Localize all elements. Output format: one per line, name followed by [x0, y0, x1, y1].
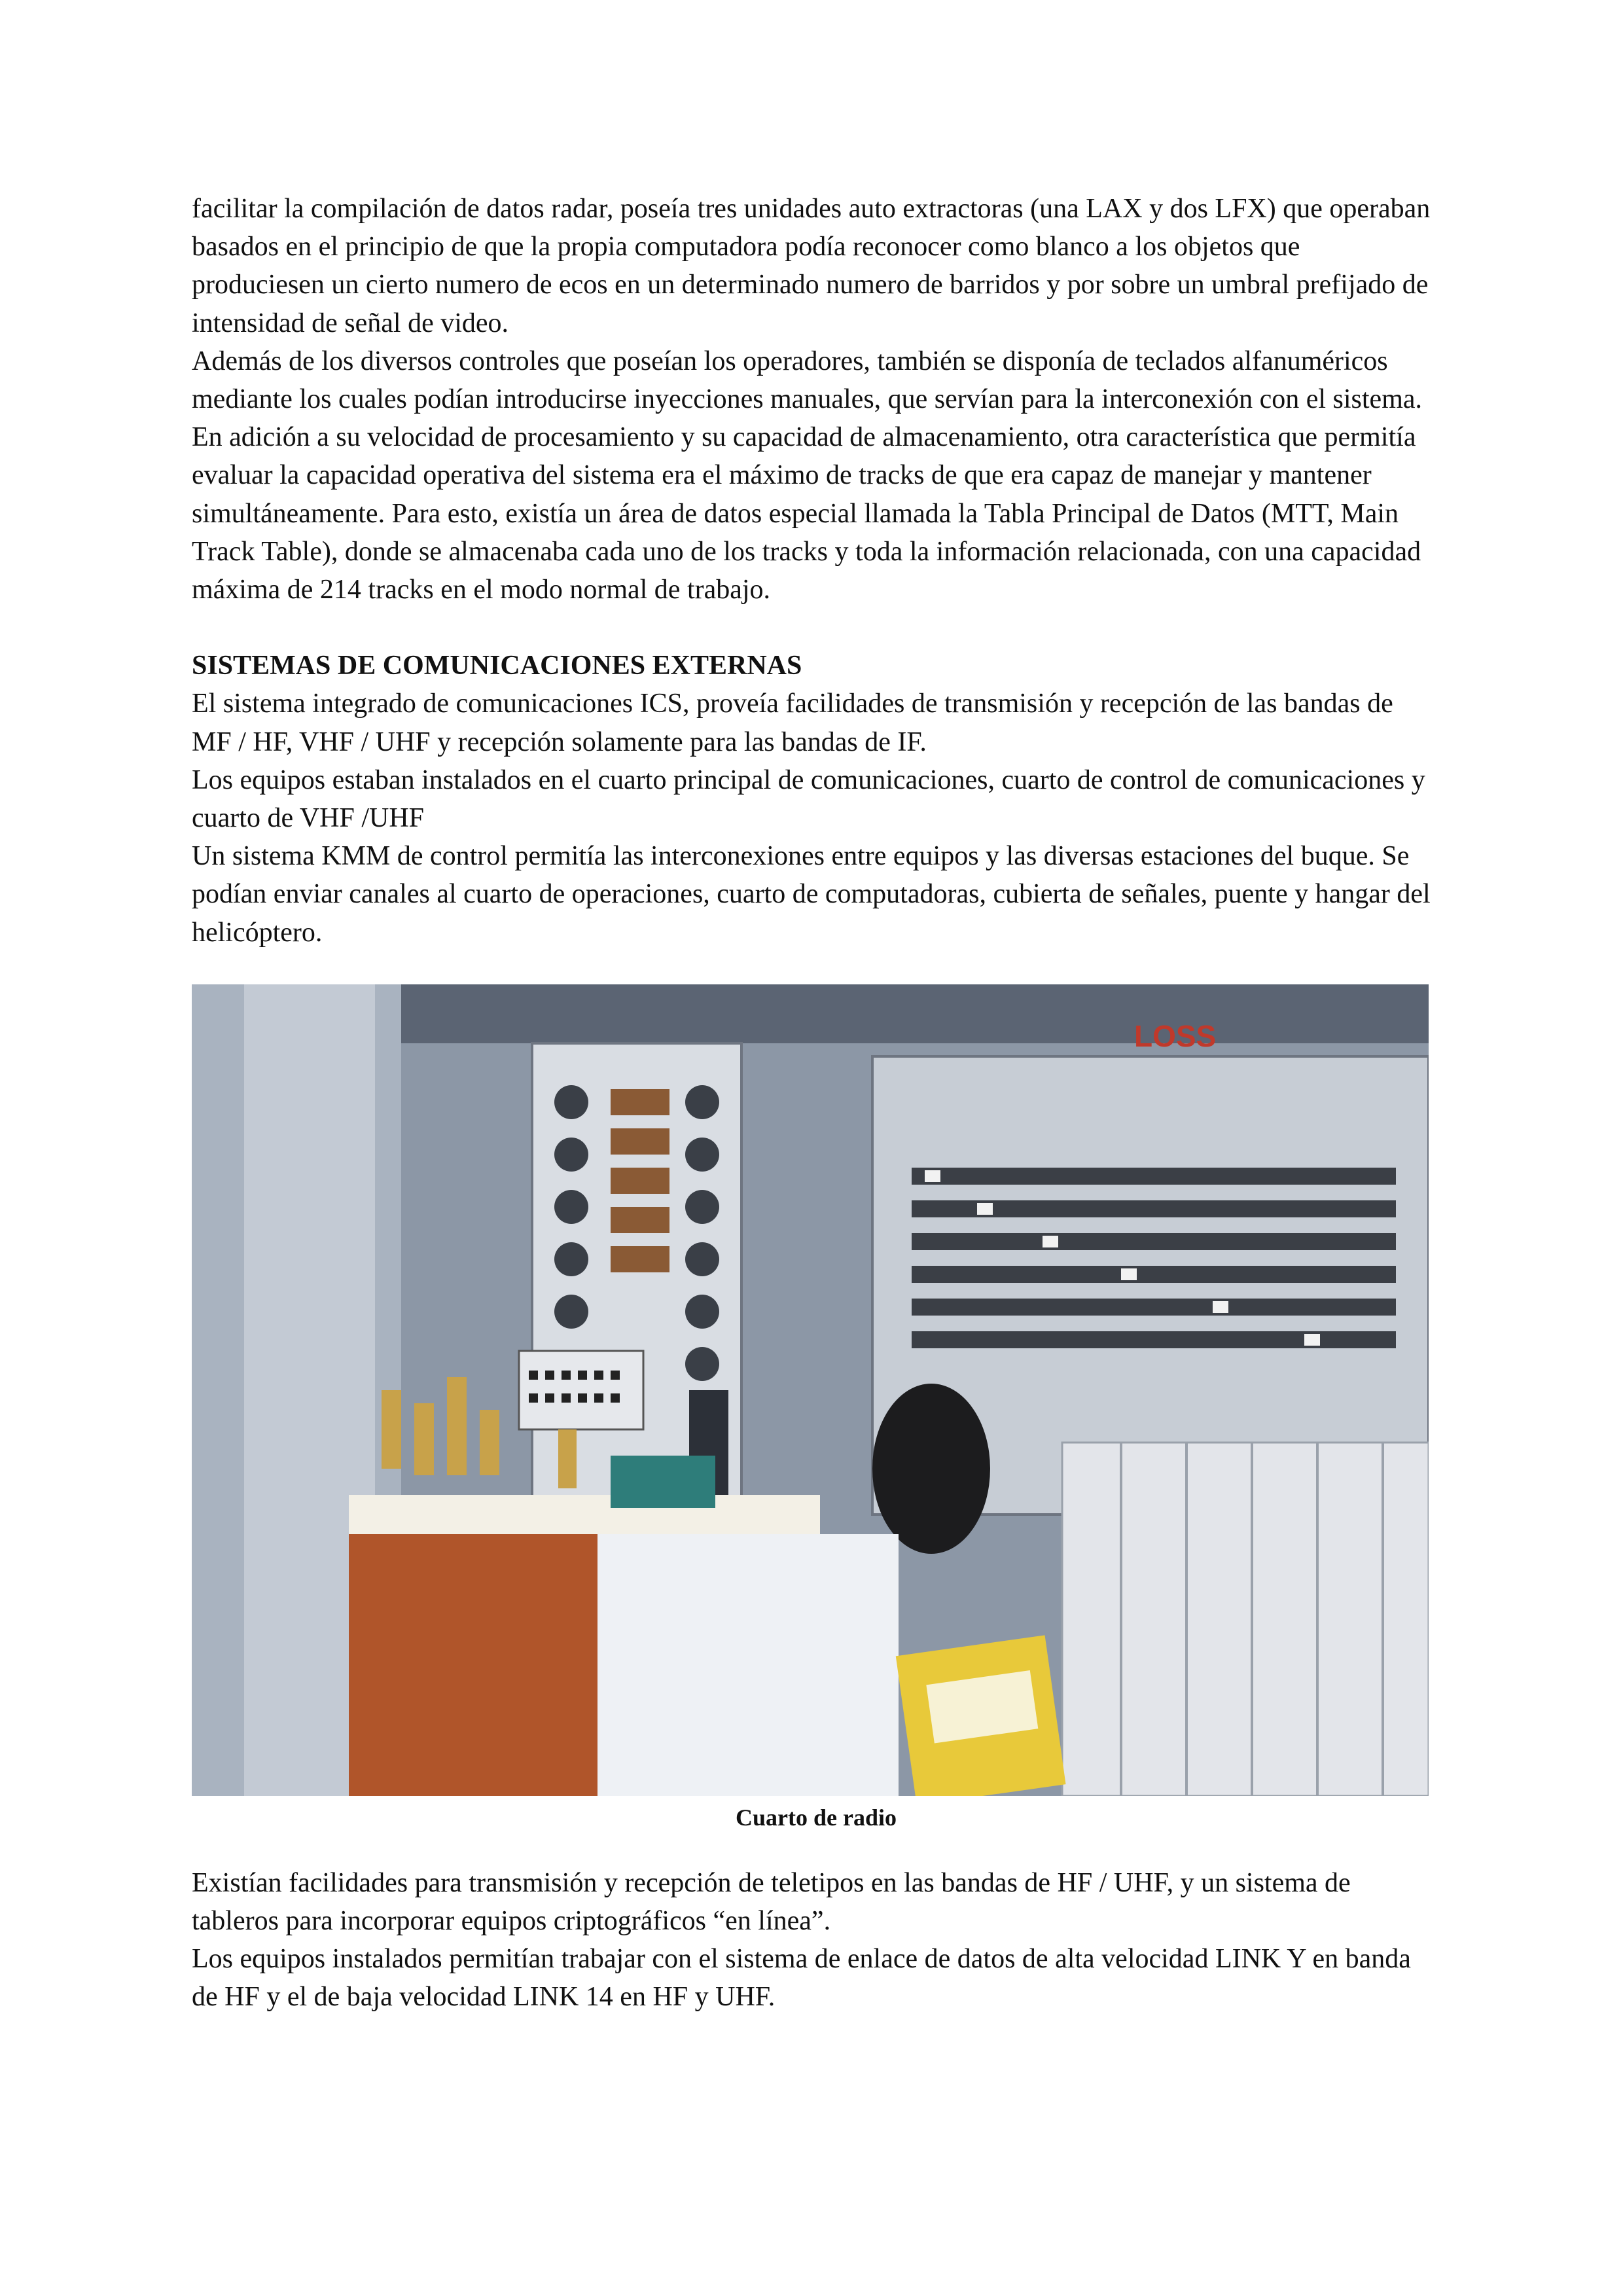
- telephone: [872, 1384, 990, 1554]
- paragraph-links: Los equipos instalados permitían trabajar con el sistema de enlace de datos de alta velocidad LINK Y en banda de HF y el de baja velocidad LINK 14 en HF y UHF.: [192, 1944, 1411, 2013]
- paragraph-equipment-rooms: Los equipos estaban instalados en el cuarto principal de comunicaciones, cuarto de control de comunicaciones y cuarto de VHF /UHF: [192, 764, 1425, 834]
- ceiling: [401, 984, 1429, 1043]
- white-cabinet: [597, 1534, 899, 1796]
- photo-caption: Cuarto de radio: [736, 1804, 897, 1831]
- wooden-desk: [349, 1508, 597, 1796]
- paragraph-track-capacity: En adición a su velocidad de procesamiento y su capacidad de almacenamiento, otra característica que permitía evaluar la capacidad operativa del sistema era el máximo de tracks de que era capaz de manejar y mantener simultáneamente. Para esto, existía un área de datos especial llamada la Tabla Principal de Datos (MTT, Main Track Table), donde se almacenaba cada uno de los tracks y toda la información relacionada, con una capacidad máxima de 214 tracks en el modo normal de trabajo.: [192, 422, 1421, 605]
- paragraph-radar-extractors: facilitar la compilación de datos radar, poseía tres unidades auto extractoras (una LAX y dos LFX) que operaban basados en el principio de que la propia computadora podía reconocer como blanco a los objetos que produciesen un cierto numero de ecos en un determinado numero de barridos y por sobre un umbral prefijado de intensidad de señal de video.: [192, 194, 1431, 338]
- document-body: [192, 190, 1434, 2017]
- loss-label: LOSS: [1134, 1018, 1217, 1053]
- paragraph-ics: El sistema integrado de comunicaciones ICS, proveía facilidades de transmisión y recepción de las bandas de MF / HF, VHF / UHF y recepción solamente para las bandas de IF.: [192, 689, 1393, 757]
- keyboard-unit: [519, 1351, 643, 1429]
- radio-room-photo: [192, 984, 1429, 1796]
- paragraph-kmm: Un sistema KMM de control permitía las interconexiones entre equipos y las diversas estaciones del buque. Se podían enviar canales al cuarto de operaciones, cuarto de computadoras, cubierta de señales, puente y hangar del helicóptero.: [192, 841, 1431, 948]
- paragraph-keyboards: Además de los diversos controles que poseían los operadores, también se disponía de teclados alfanuméricos mediante los cuales podían introducirse inyecciones manuales, que servían para la interconexión con el sistema.: [192, 346, 1423, 415]
- desk-top: [349, 1495, 820, 1534]
- section-heading: SISTEMAS DE COMUNICACIONES EXTERNAS: [192, 651, 802, 681]
- green-device: [611, 1456, 715, 1508]
- storage-cabinets: [1062, 1443, 1429, 1796]
- paragraph-teletypes: Existían facilidades para transmisión y recepción de teletipos en las bandas de HF / UHF, y un sistema de tableros para incorporar equipos criptográficos “en línea”.: [192, 1867, 1351, 1937]
